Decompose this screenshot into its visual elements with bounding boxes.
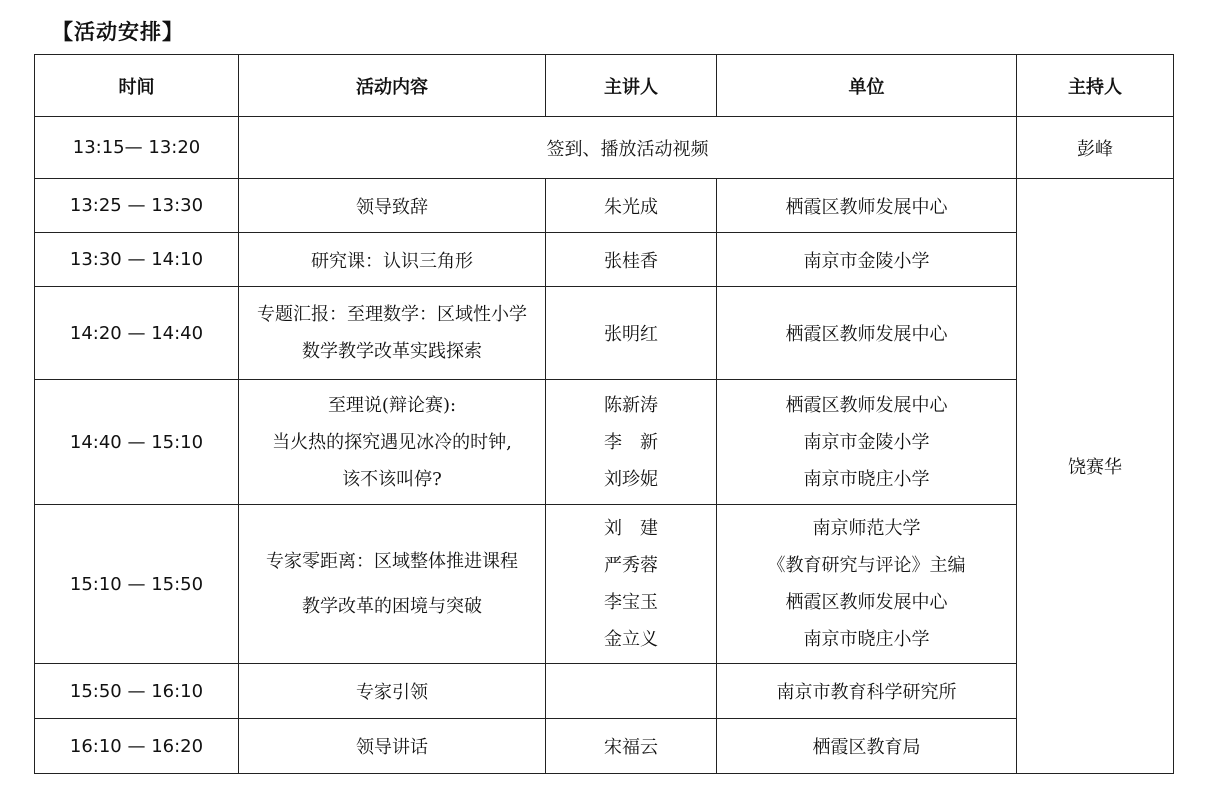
unit-cell: 栖霞区教师发展中心 <box>717 179 1017 233</box>
speaker-cell <box>546 380 717 505</box>
content-cell <box>239 380 546 505</box>
content-cell: 领导致辞 <box>239 179 546 233</box>
table-row <box>35 233 1174 287</box>
header-time: 时间 <box>35 55 239 117</box>
time-cell: 15:10 — 15:50 <box>35 505 239 664</box>
content-line: 教学改革的困境与突破 <box>302 596 482 617</box>
table-row <box>35 117 1174 179</box>
content-cell <box>239 287 546 380</box>
unit-line: 南京师范大学 <box>812 518 921 539</box>
speaker-cell: 张桂香 <box>546 233 717 287</box>
content-cell: 专家引领 <box>239 664 546 719</box>
section-title: 【活动安排】 <box>52 20 184 44</box>
unit-cell <box>717 380 1017 505</box>
unit-line: 栖霞区教师发展中心 <box>785 394 948 416</box>
content-cell: 领导讲话 <box>239 719 546 774</box>
speaker-cell <box>546 664 717 719</box>
time-cell: 14:20 — 14:40 <box>35 287 239 380</box>
time-cell: 16:10 — 16:20 <box>35 719 239 774</box>
header-row <box>35 55 1174 117</box>
speaker-line: 李 新 <box>604 431 658 453</box>
table-row <box>35 179 1174 233</box>
unit-cell: 栖霞区教育局 <box>717 719 1017 774</box>
speaker-line: 李宝玉 <box>604 592 658 613</box>
time-cell: 13:15— 13:20 <box>35 117 239 179</box>
time-cell: 15:50 — 16:10 <box>35 664 239 719</box>
content-cell: 研究课：认识三角形 <box>239 233 546 287</box>
speaker-line: 陈新涛 <box>604 394 658 416</box>
shared-host-cell: 饶赛华 <box>1017 179 1174 774</box>
content-cell <box>239 505 546 664</box>
unit-line: 《教育研究与评论》主编 <box>767 555 966 576</box>
unit-cell: 南京市教育科学研究所 <box>717 664 1017 719</box>
time-cell: 14:40 — 15:10 <box>35 380 239 505</box>
table-row <box>35 287 1174 380</box>
header-host: 主持人 <box>1017 55 1174 117</box>
content-line: 当火热的探究遇见冰冷的时钟, <box>272 431 512 453</box>
content-line: 至理说(辩论赛): <box>327 394 457 416</box>
header-content: 活动内容 <box>239 55 546 117</box>
content-line: 该不该叫停? <box>342 468 442 490</box>
unit-line: 栖霞区教师发展中心 <box>785 592 948 613</box>
table-row <box>35 719 1174 774</box>
unit-line: 南京市晓庄小学 <box>803 629 930 650</box>
header-unit: 单位 <box>717 55 1017 117</box>
content-line: 数学教学改革实践探索 <box>302 341 482 362</box>
header-speaker: 主讲人 <box>546 55 717 117</box>
speaker-line: 严秀蓉 <box>604 555 658 576</box>
unit-line: 南京市晓庄小学 <box>803 468 930 490</box>
unit-cell <box>717 505 1017 664</box>
table-row <box>35 380 1174 505</box>
unit-cell: 南京市金陵小学 <box>717 233 1017 287</box>
speaker-cell: 宋福云 <box>546 719 717 774</box>
schedule-table <box>34 54 1174 774</box>
unit-line: 南京市金陵小学 <box>803 431 930 453</box>
speaker-line: 刘 建 <box>604 518 658 539</box>
speaker-cell: 朱光成 <box>546 179 717 233</box>
time-cell: 13:25 — 13:30 <box>35 179 239 233</box>
speaker-line: 刘珍妮 <box>604 468 658 490</box>
content-line: 专家零距离：区域整体推进课程 <box>266 551 518 572</box>
time-cell: 13:30 — 14:10 <box>35 233 239 287</box>
content-cell: 签到、播放活动视频 <box>239 117 1017 179</box>
content-line: 专题汇报：至理数学：区域性小学 <box>257 304 527 325</box>
speaker-cell: 张明红 <box>546 287 717 380</box>
unit-cell: 栖霞区教师发展中心 <box>717 287 1017 380</box>
host-cell: 彭峰 <box>1017 117 1174 179</box>
speaker-cell <box>546 505 717 664</box>
table-row <box>35 664 1174 719</box>
table-row <box>35 505 1174 664</box>
speaker-line: 金立义 <box>604 629 658 650</box>
